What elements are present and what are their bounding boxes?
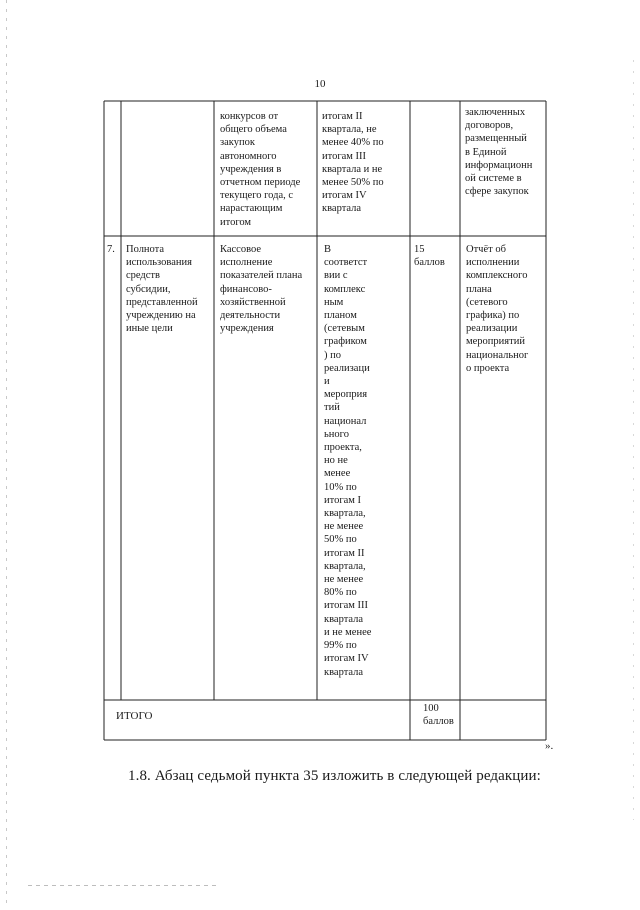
amendment-paragraph: 1.8. Абзац седьмой пункта 35 изложить в следующей редакции: (128, 768, 541, 784)
page-number: 10 (314, 78, 326, 90)
closing-quote: ». (545, 740, 554, 752)
row-number: 7. (107, 244, 115, 255)
source-cell: Отчёт об исполнении комплексного плана (сетевого графика) по реализации мероприятий национальног о проекта (466, 244, 529, 374)
score-cell: 15 баллов (414, 244, 445, 269)
total-score: 100 баллов (423, 703, 454, 727)
continued-source-cell: заключенных договоров, размещенный в Единой информационн ой системе в сфере закупок (465, 107, 533, 198)
total-label: ИТОГО (116, 710, 153, 722)
method-cell: Кассовое исполнение показателей плана финансово- хозяйственной деятельности учреждения (220, 244, 303, 335)
continued-method-cell: конкурсов от общего объема закупок автономного учреждения в отчетном периоде текущего года, с нарастающим итогом (220, 111, 301, 228)
criterion-cell: В соответст вии с комплекс ным планом (сетевым графиком ) по реализаци и мероприя тий национал ьного проекта, но не менее 10% по итогам I квартала, не менее 50% по итогам II квартала, не менее 80% по итогам III квартала и не менее 99% по итогам IV квартала (324, 244, 372, 678)
continued-criterion-cell: итогам II квартала, не менее 40% по итогам III квартала и не менее 50% по итогам IV квартала (322, 111, 384, 215)
indicator-cell: Полнота использования средств субсидии, представленной учреждению на иные цели (126, 244, 198, 335)
